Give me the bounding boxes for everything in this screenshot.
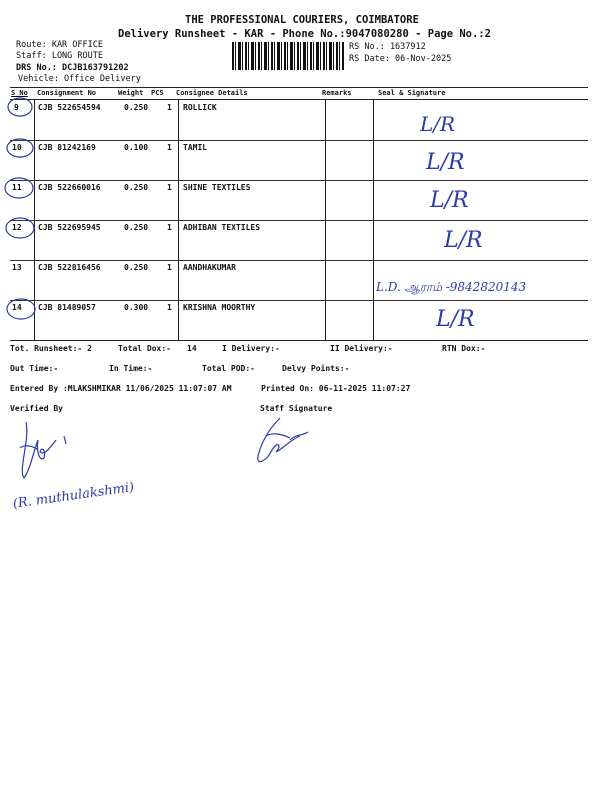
verified-by-label: Verified By xyxy=(10,404,63,413)
entered-by: Entered By :MLAKSHMIKAR 11/06/2025 11:07:07 AM xyxy=(10,384,232,393)
row-seal: L/R xyxy=(420,112,456,136)
rtn-dox: RTN Dox:- xyxy=(442,344,486,353)
i-delivery: I Delivery:- xyxy=(222,344,280,353)
runsheet-title: Delivery Runsheet - KAR - Phone No.:9047080280 - Page No.:2 xyxy=(118,28,491,40)
row-pcs: 1 xyxy=(167,183,172,192)
row-weight: 0.100 xyxy=(124,143,149,152)
row-sno: 14 xyxy=(12,303,22,312)
col-header-consignee: Consignee Details xyxy=(176,89,248,97)
row-sno: 11 xyxy=(12,183,22,192)
row-pcs: 1 xyxy=(167,303,172,312)
vehicle-label: Vehicle: Office Delivery xyxy=(18,74,141,84)
ii-delivery: II Delivery:- xyxy=(330,344,393,353)
row-consignment: CJB 522816456 xyxy=(38,263,101,272)
drs-number: DRS No.: DCJB163791202 xyxy=(16,63,129,73)
col-header-pcs: PCS xyxy=(151,89,164,97)
row-consignment: CJB 522654594 xyxy=(38,103,101,112)
tot-runsheet: Tot. Runsheet:- 2 xyxy=(10,344,92,353)
total-dox-value: 14 xyxy=(187,344,197,353)
company-name: THE PROFESSIONAL COURIERS, COIMBATORE xyxy=(185,14,419,26)
row-weight: 0.250 xyxy=(124,103,149,112)
col-header-remarks: Remarks xyxy=(322,89,352,97)
row-consignment: CJB 522695945 xyxy=(38,223,101,232)
row-consignee: SHINE TEXTILES xyxy=(183,183,251,192)
row-sno: 10 xyxy=(12,143,22,152)
printed-on: Printed On: 06-11-2025 11:07:27 xyxy=(261,384,411,393)
row-sno: 12 xyxy=(12,223,22,232)
total-dox-label: Total Dox:- xyxy=(118,344,171,353)
staff-signature-label: Staff Signature xyxy=(260,404,333,413)
row-weight: 0.250 xyxy=(124,183,149,192)
col-header-sno: S No xyxy=(11,89,28,97)
staff-label: Staff: LONG ROUTE xyxy=(16,51,103,61)
col-header-seal: Seal & Signature xyxy=(378,89,446,97)
out-time: Out Time:- xyxy=(10,364,59,373)
row-seal: L/R xyxy=(444,228,483,253)
row-consignee: ADHIBAN TEXTILES xyxy=(183,223,261,232)
row-pcs: 1 xyxy=(167,263,172,272)
row-sno: 13 xyxy=(12,263,22,272)
rs-number: RS No.: 1637912 xyxy=(349,42,426,52)
total-pod: Total POD:- xyxy=(202,364,255,373)
row-weight: 0.250 xyxy=(124,223,149,232)
row-consignee: TAMIL xyxy=(183,143,208,152)
row-consignment: CJB 81489057 xyxy=(38,303,96,312)
row-pcs: 1 xyxy=(167,103,172,112)
row-consignee: ROLLICK xyxy=(183,103,217,112)
in-time: In Time:- xyxy=(109,364,153,373)
row-seal: L.D. ஆராம் -9842820143 xyxy=(376,280,527,294)
row-seal: L/R xyxy=(430,188,469,213)
rs-date: RS Date: 06-Nov-2025 xyxy=(349,54,452,64)
handwritten-name: (R. muthulakshmi) xyxy=(12,479,136,512)
row-weight: 0.300 xyxy=(124,303,149,312)
delvy-points: Delvy Points:- xyxy=(282,364,350,373)
row-pcs: 1 xyxy=(167,223,172,232)
row-consignment: CJB 81242169 xyxy=(38,143,96,152)
row-sno: 9 xyxy=(14,103,19,112)
col-header-consignment: Consignment No xyxy=(37,89,97,97)
row-seal: L/R xyxy=(426,150,465,175)
row-consignee: AANDHAKUMAR xyxy=(183,263,236,272)
row-pcs: 1 xyxy=(167,143,172,152)
route-label: Route: KAR OFFICE xyxy=(16,40,103,50)
row-seal: L/R xyxy=(436,307,475,332)
row-weight: 0.250 xyxy=(124,263,149,272)
row-consignment: CJB 522660016 xyxy=(38,183,101,192)
col-header-weight: Weight xyxy=(118,89,144,97)
row-consignee: KRISHNA MOORTHY xyxy=(183,303,256,312)
